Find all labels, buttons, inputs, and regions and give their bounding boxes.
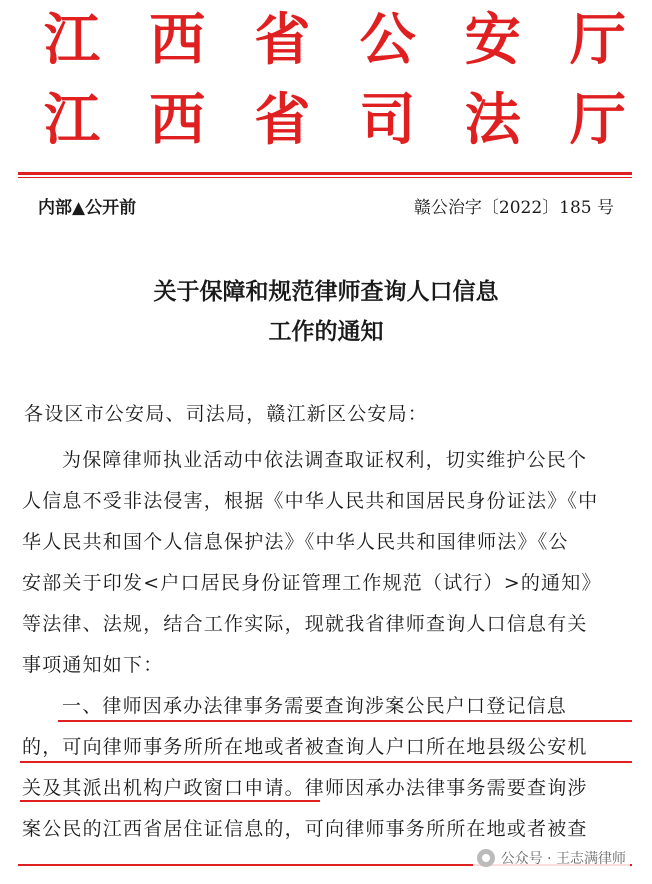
document-title-line-2: 工作的通知: [268, 318, 384, 345]
body-line: 案公民的江西省居住证信息的，可向律师事务所所在地或者被查: [22, 818, 588, 840]
header-agency-2: [40, 88, 630, 152]
header-char: 司: [359, 87, 416, 153]
highlight-underline: [58, 720, 632, 722]
header-char: 法: [464, 87, 521, 153]
wechat-icon: [477, 849, 495, 867]
header-divider-thin: [18, 177, 632, 178]
document-number: 赣公治字〔2022〕185 号: [413, 198, 614, 218]
body-line: 人信息不受非法侵害，根据《中华人民共和国居民身份证法》《中: [22, 490, 599, 512]
header-char: 江: [44, 87, 100, 153]
classification-label: 内部▲公开前: [38, 198, 137, 218]
header-char: 西: [149, 7, 206, 73]
document-title-line-1: 关于保障和规范律师查询人口信息: [153, 278, 499, 305]
body-line: 的，可向律师事务所所在地或者被查询人户口所在地县级公安机: [22, 736, 588, 758]
highlight-underline: [20, 800, 320, 802]
header-char: 省: [254, 7, 311, 73]
header-divider-thick: [18, 172, 632, 175]
addressee: 各设区市公安局、司法局，赣江新区公安局：: [24, 403, 429, 425]
watermark-text: 公众号 · 王志满律师: [500, 851, 626, 867]
header-char: 省: [254, 87, 311, 153]
body-line: 关及其派出机构户政窗口申请。律师因承办法律事务需要查询涉: [22, 777, 588, 799]
body-line: 等法律、法规，结合工作实际，现就我省律师查询人口信息有关: [22, 613, 588, 635]
body-line-section-one: 一、律师因承办法律事务需要查询涉案公民户口登记信息: [62, 695, 568, 717]
body-line: 为保障律师执业活动中依法调查取证权利，切实维护公民个: [62, 449, 588, 471]
header-char: 安: [464, 7, 521, 73]
header-char: 厅: [569, 87, 626, 153]
header-agency-1: [40, 8, 630, 72]
body-line: 事项通知如下：: [22, 654, 164, 676]
header-char: 厅: [569, 7, 626, 73]
header-char: 西: [149, 87, 206, 153]
watermark: [473, 846, 630, 870]
highlight-underline: [20, 761, 632, 763]
body-line: 华人民共和国个人信息保护法》《中华人民共和国律师法》《公: [22, 531, 569, 553]
header-char: 江: [44, 7, 100, 73]
body-line: 安部关于印发<户口居民身份证管理工作规范（试行）>的通知》: [22, 572, 602, 594]
header-char: 公: [359, 7, 416, 73]
